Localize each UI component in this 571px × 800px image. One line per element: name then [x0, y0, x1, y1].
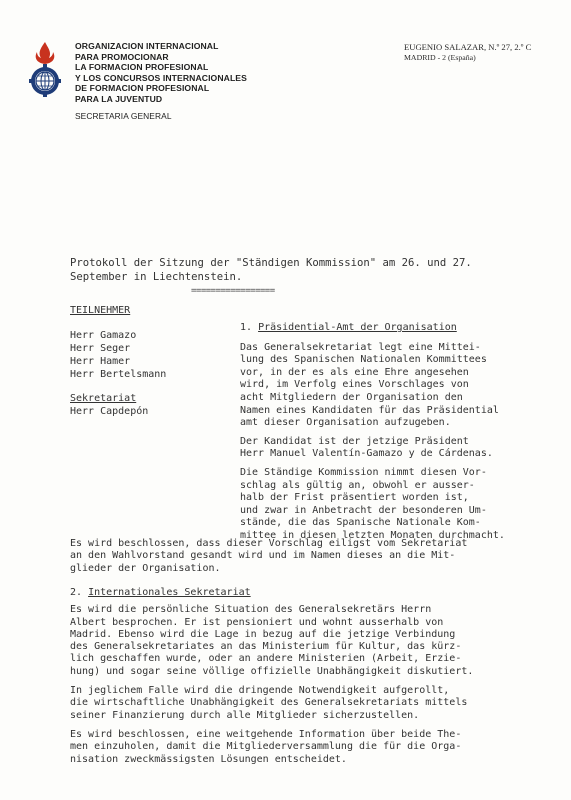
participants-column [70, 304, 230, 418]
text-line: vor, in der es als eine Ehre angesehen [240, 366, 469, 378]
title-line: Protokoll der Sitzung der "Ständigen Kommission" am 26. und 27. [70, 257, 472, 269]
text-line: mittee in diesen letzten Monaten durchmacht. [240, 529, 505, 541]
secretariat-heading: Sekretariat [70, 393, 137, 404]
section-1-resolution [70, 538, 555, 575]
text-line: schlag als gültig an, obwohl er ausser- [240, 479, 475, 491]
section-title: Internationales Sekretariat [88, 587, 251, 598]
text-line: stände, die das Spanische Nationale Kom- [240, 517, 481, 529]
paragraph [240, 467, 550, 543]
text-line: die wirtschaftliche Unabhängigkeit des Generalsekretariats mittels [70, 697, 468, 709]
flame-over-gear-globe-icon [28, 40, 62, 98]
org-line: PARA LA JUVENTUD [75, 93, 163, 104]
section-2-heading [70, 587, 555, 599]
text-line: lung des Spanischen Nationalen Kommittees [240, 354, 487, 366]
org-line: PARA PROMOCIONAR [75, 51, 169, 62]
participant-name: Herr Seger [70, 343, 131, 354]
org-line: LA FORMACION PROFESIONAL [75, 62, 209, 73]
text-line: Es wird beschlossen, eine weitgehende Information über beide The- [70, 728, 462, 740]
paragraph [70, 604, 555, 678]
section-2 [70, 587, 555, 772]
org-line: Y LOS CONCURSOS INTERNACIONALES [75, 72, 247, 83]
section-title: Präsidential-Amt der Organisation [258, 322, 457, 333]
text-line: lich geschaffen wurde, oder an andere Ministerien (Arbeit, Erzie- [70, 653, 462, 665]
address-street: EUGENIO SALAZAR, N.º 27, 2.º C [404, 42, 532, 52]
text-line: nisation zweckmässigsten Lösungen entscheidet. [70, 753, 347, 765]
text-line: Albert besprochen. Er ist pensioniert und wohnt ausserhalb von [70, 616, 444, 628]
participant-name: Herr Gamazo [70, 330, 137, 341]
organization-name [75, 41, 315, 121]
text-line: men einzuholen, damit die Mitgliederversammlung die für die Orga- [70, 741, 462, 753]
participants-heading: TEILNEHMER [70, 305, 131, 316]
text-line: Madrid. Ebenso wird die Lage in bezug auf die jetzige Verbindung [70, 628, 456, 640]
text-line: glieder der Organisation. [70, 562, 221, 574]
address-city: MADRID - 2 (España) [404, 52, 476, 62]
text-line: Namen eines Kandidaten für das Präsidential [240, 404, 499, 416]
address-block [404, 42, 564, 64]
text-line: halb der Frist präsentiert worden ist, [240, 492, 469, 504]
text-line: seiner Finanzierung durch alle Mitglieder sicherzustellen. [70, 709, 420, 721]
text-line: Herr Manuel Valentín-Gamazo y de Cárdenas. [240, 448, 493, 460]
secretariat-member: Herr Capdepón [70, 406, 149, 417]
paragraph [70, 729, 555, 766]
title-line: September in Liechtenstein. [70, 270, 243, 283]
section-number: 2. [70, 587, 83, 598]
text-line: an den Wahlvorstand gesandt wird und im Namen dieses an die Mit- [70, 550, 456, 562]
text-line: Es wird die persönliche Situation des Generalsekretärs Herrn [70, 604, 432, 616]
org-line: ORGANIZACION INTERNACIONAL [75, 41, 219, 51]
text-line: des Generalsekretariates an das Ministerium für Kultur, das kürz- [70, 641, 462, 653]
paragraph [240, 436, 550, 461]
title-double-underline: ================= [191, 286, 275, 296]
text-line: Es wird beschlossen, dass dieser Vorschlag eiligst vom Sekretariat [70, 538, 468, 549]
text-line: Die Ständige Kommission nimmt diesen Vor- [240, 466, 487, 478]
text-line: In jeglichem Falle wird die dringende Notwendigkeit aufgerollt, [70, 685, 450, 697]
section-1-body [240, 322, 550, 549]
paragraph [240, 342, 550, 430]
text-line: und zwar in Anbetracht der besonderen Um- [240, 504, 487, 516]
text-line: amt dieser Organisation aufzugeben. [240, 417, 451, 429]
section-number: 1. [240, 322, 253, 333]
participant-name: Herr Hamer [70, 356, 131, 367]
participant-name: Herr Bertelsmann [70, 369, 167, 380]
section-1-heading [240, 322, 550, 335]
text-line: wird, im Verfolg eines Vorschlages von [240, 379, 469, 391]
paragraph [70, 685, 555, 722]
text-line: Der Kandidat ist der jetzige Präsident [240, 435, 469, 447]
text-line: acht Mitgliedern der Organisation den [240, 391, 463, 403]
department-label: SECRETARIA GENERAL [75, 110, 172, 121]
text-line: Das Generalsekretariat legt eine Mittei- [240, 341, 481, 353]
document-title [70, 257, 540, 285]
text-line: hung) und sogar seine völlige offizielle Unabhängigkeit diskutiert. [70, 665, 474, 677]
org-line: DE FORMACION PROFESIONAL [75, 83, 210, 94]
